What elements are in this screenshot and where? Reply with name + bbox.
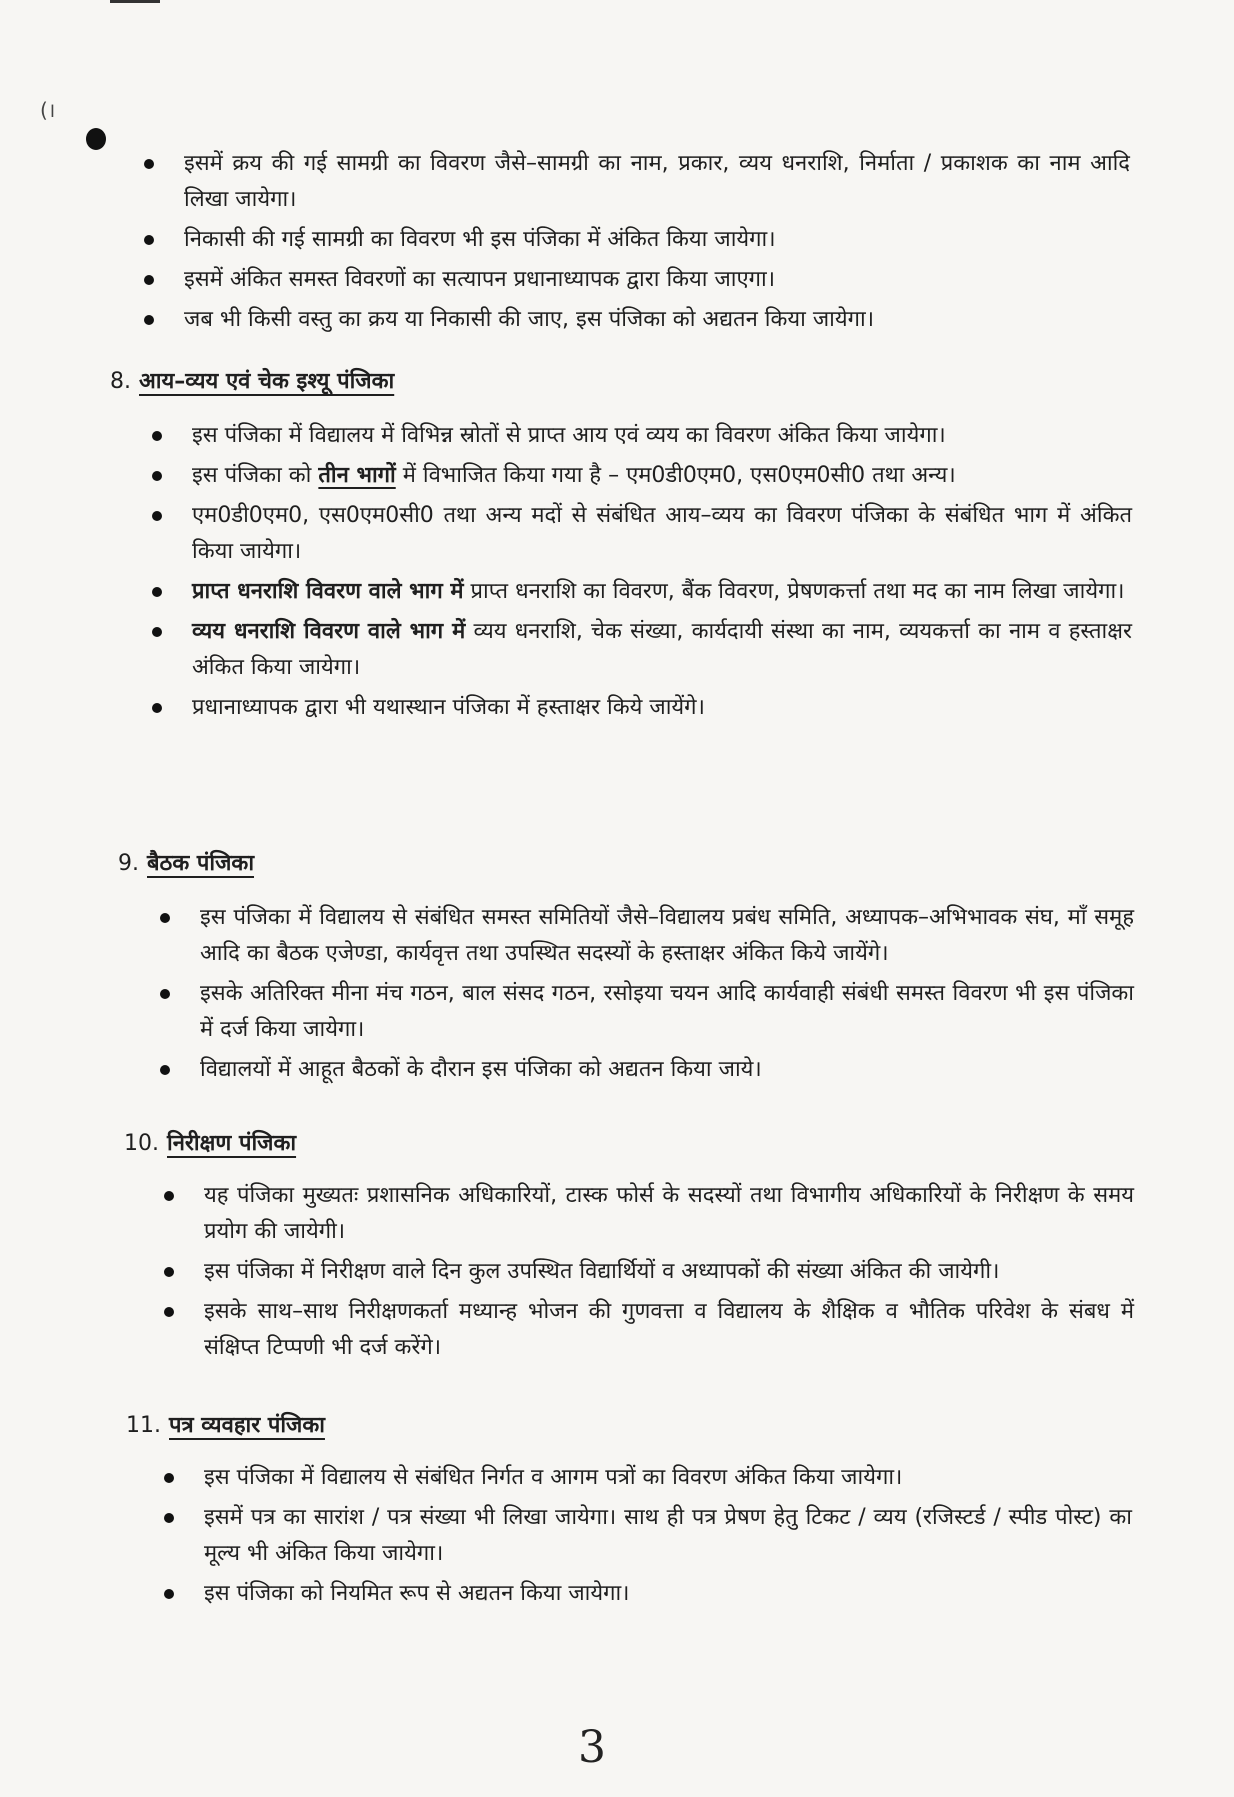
item-text: इसमें पत्र का सारांश / पत्र संख्या भी लिखा जायेगा। साथ ही पत्र प्रेषण हेतु टिकट / व्यय (रजिस्टर्ड / स्पीड पोस्ट) का मूल्य भी अंकित किया जायेगा। bbox=[204, 1505, 1132, 1566]
list-item bbox=[148, 614, 1132, 686]
bullet-icon bbox=[164, 1191, 174, 1201]
item-text: इसमें अंकित समस्त विवरणों का सत्यापन प्रधानाध्यापक द्वारा किया जाएगा। bbox=[184, 267, 776, 292]
section-title: बैठक पंजिका bbox=[147, 851, 255, 876]
bullet-icon bbox=[144, 275, 154, 285]
section-11-heading bbox=[126, 1410, 325, 1442]
item-text: इस पंजिका को नियमित रूप से अद्यतन किया जायेगा। bbox=[204, 1581, 630, 1606]
item-text: इस पंजिका में निरीक्षण वाले दिन कुल उपस्थित विद्यार्थियों व अध्यापकों की संख्या अंकित की जायेगी। bbox=[204, 1259, 1000, 1284]
section-8-heading bbox=[110, 366, 394, 398]
bullet-icon bbox=[144, 235, 154, 245]
list-item bbox=[140, 222, 1130, 258]
section-number: 8. bbox=[110, 369, 131, 394]
section-title: पत्र व्यवहार पंजिका bbox=[169, 1413, 325, 1438]
item-bold-lead: व्यय धनराशि विवरण वाले भाग में bbox=[192, 619, 466, 644]
bullet-icon bbox=[164, 1513, 174, 1523]
intro-list bbox=[140, 146, 1130, 342]
list-item bbox=[160, 1178, 1134, 1250]
bullet-icon bbox=[164, 1307, 174, 1317]
section-number: 9. bbox=[118, 851, 139, 876]
corner-scribble bbox=[110, 0, 160, 3]
list-item bbox=[160, 1294, 1134, 1366]
item-bold-lead: प्राप्त धनराशि विवरण वाले भाग में bbox=[192, 579, 464, 604]
item-text: जब भी किसी वस्तु का क्रय या निकासी की जाए, इस पंजिका को अद्यतन किया जायेगा। bbox=[184, 307, 875, 332]
ink-dot bbox=[86, 128, 106, 150]
bullet-icon bbox=[164, 1267, 174, 1277]
list-item bbox=[156, 1052, 1134, 1088]
section-title: निरीक्षण पंजिका bbox=[167, 1131, 297, 1156]
list-item bbox=[148, 458, 1132, 494]
list-item bbox=[148, 418, 1132, 454]
section-8-list bbox=[148, 418, 1132, 730]
item-text: प्राप्त धनराशि का विवरण, बैंक विवरण, प्रेषणकर्त्ता तथा मद का नाम लिखा जायेगा। bbox=[463, 579, 1125, 604]
item-text: एम0डी0एम0, एस0एम0सी0 तथा अन्य मदों से संबंधित आय–व्यय का विवरण पंजिका के संबंधित भाग में अंकित किया जायेगा। bbox=[192, 503, 1132, 564]
bullet-icon bbox=[152, 587, 162, 597]
item-text: यह पंजिका मुख्यतः प्रशासनिक अधिकारियों, टास्क फोर्स के सदस्यों तथा विभागीय अधिकारियों के निरीक्षण के समय प्रयोग की जायेगी। bbox=[204, 1183, 1134, 1244]
list-item bbox=[140, 146, 1130, 218]
bullet-icon bbox=[144, 315, 154, 325]
list-item bbox=[156, 900, 1134, 972]
item-text: इसके साथ–साथ निरीक्षणकर्ता मध्यान्ह भोजन की गुणवत्ता व विद्यालय के शैक्षिक व भौतिक परिवेश के संबध में संक्षिप्त टिप्पणी भी दर्ज करेंगे। bbox=[204, 1299, 1134, 1360]
list-item bbox=[160, 1254, 1134, 1290]
list-item bbox=[156, 976, 1134, 1048]
section-9-heading bbox=[118, 848, 254, 880]
item-text: विद्यालयों में आहूत बैठकों के दौरान इस पंजिका को अद्यतन किया जाये। bbox=[200, 1057, 762, 1082]
list-item bbox=[148, 574, 1132, 610]
section-9-list bbox=[156, 900, 1134, 1092]
item-text: इसके अतिरिक्त मीना मंच गठन, बाल संसद गठन, रसोइया चयन आदि कार्यवाही संबंधी समस्त विवरण भी इस पंजिका में दर्ज किया जायेगा। bbox=[200, 981, 1134, 1042]
item-text-pre: इस पंजिका को bbox=[192, 463, 319, 488]
list-item bbox=[160, 1576, 1132, 1612]
bullet-icon bbox=[152, 431, 162, 441]
section-10-heading bbox=[124, 1128, 296, 1160]
item-text: व्यय धनराशि, चेक संख्या, कार्यदायी संस्था का नाम, व्ययकर्त्ता का नाम व हस्ताक्षर अंकित किया जायेगा। bbox=[192, 619, 1132, 680]
bullet-icon bbox=[160, 989, 170, 999]
page-number: 3 bbox=[578, 1722, 606, 1773]
item-text: इसमें क्रय की गई सामग्री का विवरण जैसे–सामग्री का नाम, प्रकार, व्यय धनराशि, निर्माता / प्रकाशक का नाम आदि लिखा जायेगा। bbox=[184, 151, 1130, 212]
item-text-post: में विभाजित किया गया है – एम0डी0एम0, एस0एम0सी0 तथा अन्य। bbox=[395, 463, 956, 488]
item-emphasis: तीन भागों bbox=[318, 463, 396, 488]
list-item bbox=[148, 690, 1132, 726]
item-text: इस पंजिका में विद्यालय से संबंधित समस्त समितियों जैसे–विद्यालय प्रबंध समिति, अध्यापक–अभिभावक संघ, माँ समूह आदि का बैठक एजेण्डा, कार्यवृत्त तथा उपस्थित सदस्यों के हस्ताक्षर अंकित किये जायेंगे। bbox=[200, 905, 1134, 966]
item-text: प्रधानाध्यापक द्वारा भी यथास्थान पंजिका में हस्ताक्षर किये जायेंगे। bbox=[192, 695, 705, 720]
bullet-icon bbox=[152, 471, 162, 481]
section-number: 10. bbox=[124, 1131, 159, 1156]
section-10-list bbox=[160, 1178, 1134, 1370]
margin-mark: (। bbox=[40, 98, 56, 122]
list-item bbox=[160, 1460, 1132, 1496]
item-text: इस पंजिका में विद्यालय से संबंधित निर्गत व आगम पत्रों का विवरण अंकित किया जायेगा। bbox=[204, 1465, 903, 1490]
list-item bbox=[148, 498, 1132, 570]
bullet-icon bbox=[164, 1589, 174, 1599]
bullet-icon bbox=[164, 1473, 174, 1483]
section-title: आय–व्यय एवं चेक इश्यू पंजिका bbox=[139, 369, 395, 394]
bullet-icon bbox=[160, 913, 170, 923]
bullet-icon bbox=[144, 159, 154, 169]
list-item bbox=[140, 302, 1130, 338]
bullet-icon bbox=[152, 627, 162, 637]
list-item bbox=[140, 262, 1130, 298]
bullet-icon bbox=[152, 511, 162, 521]
section-number: 11. bbox=[126, 1413, 161, 1438]
item-text: इस पंजिका में विद्यालय में विभिन्न स्रोतों से प्राप्त आय एवं व्यय का विवरण अंकित किया जायेगा। bbox=[192, 423, 946, 448]
bullet-icon bbox=[160, 1065, 170, 1075]
list-item bbox=[160, 1500, 1132, 1572]
bullet-icon bbox=[152, 703, 162, 713]
section-11-list bbox=[160, 1460, 1132, 1616]
item-text: निकासी की गई सामग्री का विवरण भी इस पंजिका में अंकित किया जायेगा। bbox=[184, 227, 776, 252]
